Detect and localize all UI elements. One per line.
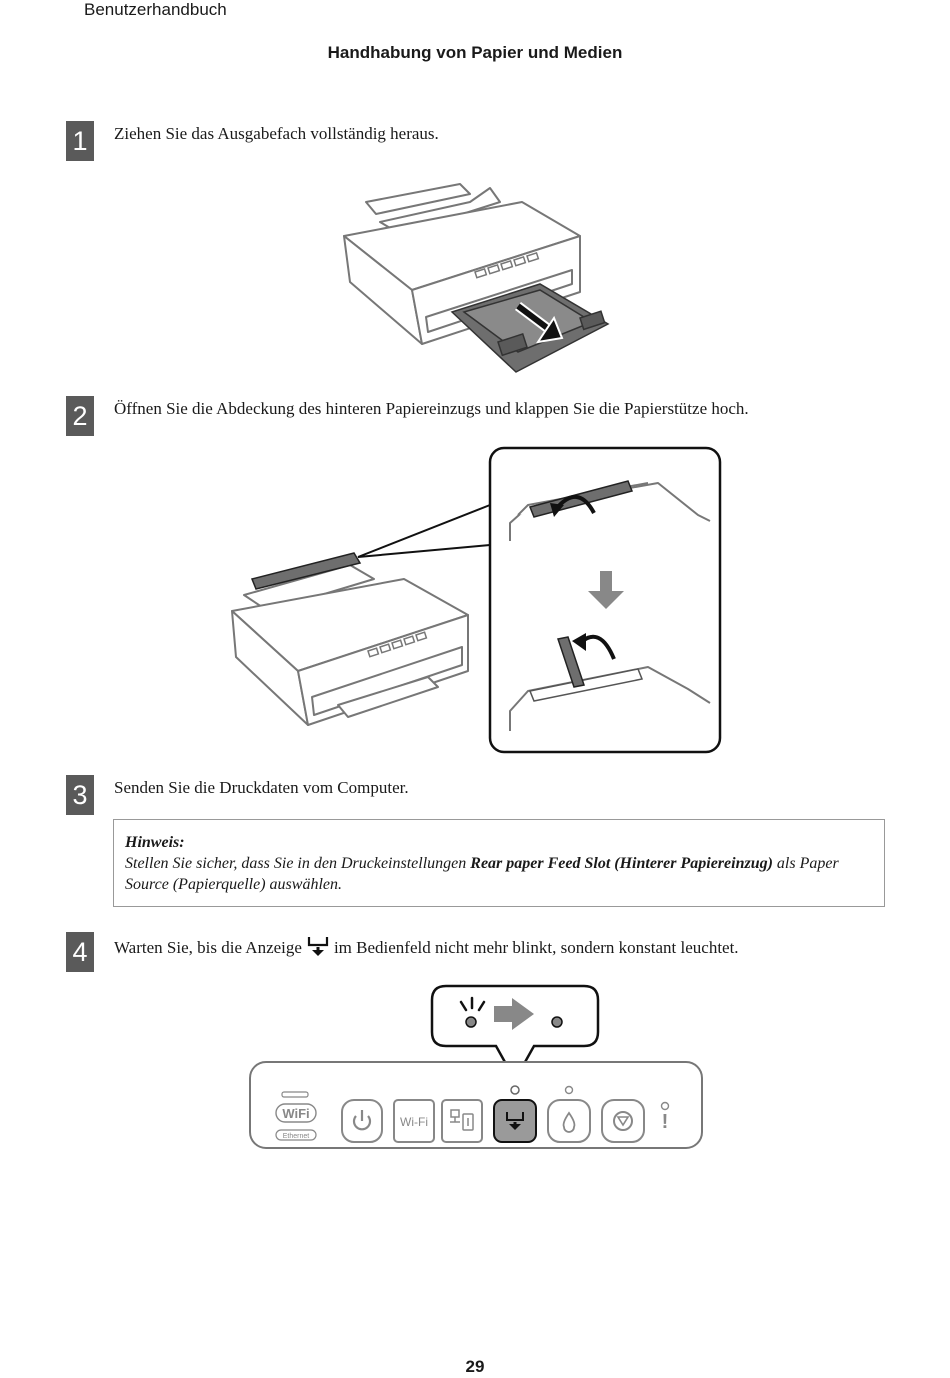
wifi-logo-text: WiFi — [282, 1106, 310, 1121]
step-4-text — [114, 935, 739, 958]
ink-indicator-light — [566, 1087, 573, 1094]
step-1-badge: 1 — [66, 121, 94, 161]
note-text-2: als Paper Source (Papierquelle) auswählen. — [125, 855, 839, 893]
note-title: Hinweis: — [125, 834, 185, 851]
step-4-badge: 4 — [66, 932, 94, 972]
page-number: 29 — [465, 1357, 485, 1376]
step-4-text-after: im Bedienfeld nicht mehr blinkt, sondern konstant leuchtet. — [333, 938, 739, 957]
blinking-light-icon — [466, 1017, 476, 1027]
step-4-text-before: Warten Sie, bis die Anzeige — [114, 938, 302, 957]
steady-light-icon — [552, 1017, 562, 1027]
ethernet-label: Ethernet — [282, 1133, 310, 1140]
ink-button — [548, 1100, 590, 1142]
step-2-badge: 2 — [66, 396, 94, 436]
step-3-badge: 3 — [66, 775, 94, 815]
control-panel-figure — [246, 982, 706, 1154]
document-title: Benutzerhandbuch — [84, 0, 227, 19]
note-text-1: Stellen Sie sicher, dass Sie in den Druckeinstellungen — [125, 855, 471, 872]
step-3-text: Senden Sie die Druckdaten vom Computer. — [114, 778, 409, 797]
error-mark: ! — [661, 1111, 669, 1133]
rear-paper-support-figure — [228, 445, 724, 757]
note-emphasis: Rear paper Feed Slot (Hinterer Papiereinzug) — [470, 855, 773, 872]
stop-button — [602, 1100, 644, 1142]
error-indicator-light — [662, 1103, 669, 1110]
step-2-text: Öffnen Sie die Abdeckung des hinteren Papiereinzugs und klappen Sie die Papierstütze hoch. — [114, 399, 749, 418]
paper-feed-indicator-light — [511, 1086, 519, 1094]
note-box — [113, 819, 885, 907]
note-body — [125, 853, 873, 895]
section-title: Handhabung von Papier und Medien — [327, 43, 623, 62]
paper-feed-icon — [306, 935, 330, 957]
step-1-text: Ziehen Sie das Ausgabefach vollständig heraus. — [114, 124, 439, 143]
wifi-button-label: Wi-Fi — [400, 1115, 428, 1129]
network-status-button — [442, 1100, 482, 1142]
printer-output-tray-figure — [340, 172, 612, 377]
